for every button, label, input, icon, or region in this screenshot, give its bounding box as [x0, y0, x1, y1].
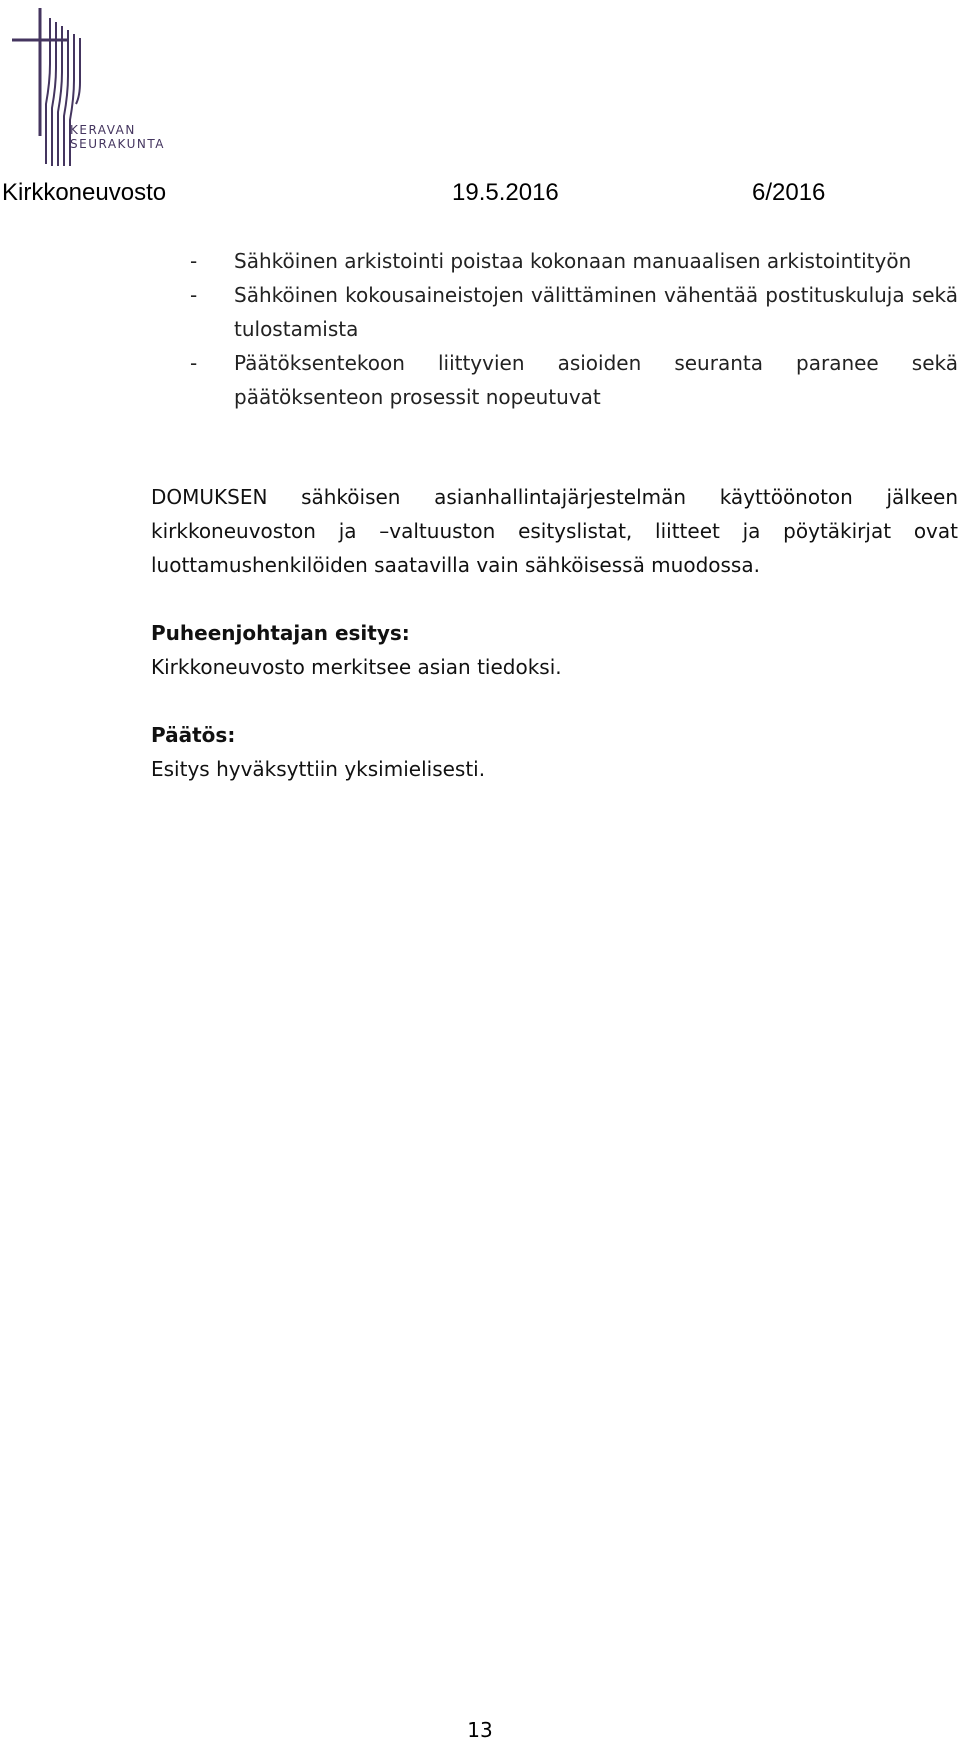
logo-text-line2: SEURAKUNTA	[70, 137, 165, 151]
logo-text-line1: KERAVAN	[70, 123, 136, 137]
bullet-dash: -	[190, 249, 198, 273]
logo	[6, 4, 166, 169]
decision-text: Esitys hyväksyttiin yksimielisesti.	[151, 757, 486, 781]
body-paragraph: DOMUKSEN sähköisen asianhallintajärjestelmän käyttöönoton jälkeen kirkkoneuvoston ja –valtuuston esityslistat, liitteet ja pöytäkirjat ovat luottamushenkilöiden saatavilla vain sähköisessä muodossa.	[151, 485, 958, 577]
header-date: 19.5.2016	[452, 179, 559, 206]
list-item	[190, 278, 958, 346]
list-item	[190, 346, 958, 414]
proposal-section	[151, 616, 958, 684]
bullet-dash: -	[190, 283, 198, 307]
bullet-text: Päätöksentekoon liittyvien asioiden seuranta paranee sekä päätöksenteon prosessit nopeutuvat	[234, 351, 958, 409]
header-number: 6/2016	[752, 179, 826, 206]
proposal-label: Puheenjohtajan esitys:	[151, 621, 410, 645]
page-number: 13	[467, 1718, 493, 1742]
header-title: Kirkkoneuvosto	[2, 179, 167, 206]
bullet-text: Sähköinen kokousaineistojen välittäminen vähentää postituskuluja sekä tulostamista	[234, 283, 958, 341]
bullet-list	[190, 244, 958, 414]
decision-label: Päätös:	[151, 723, 236, 747]
bullet-dash: -	[190, 351, 198, 375]
proposal-text: Kirkkoneuvosto merkitsee asian tiedoksi.	[151, 655, 562, 679]
bullet-text: Sähköinen arkistointi poistaa kokonaan manuaalisen arkistointityön	[234, 249, 912, 273]
list-item	[190, 244, 958, 278]
decision-section	[151, 718, 958, 786]
